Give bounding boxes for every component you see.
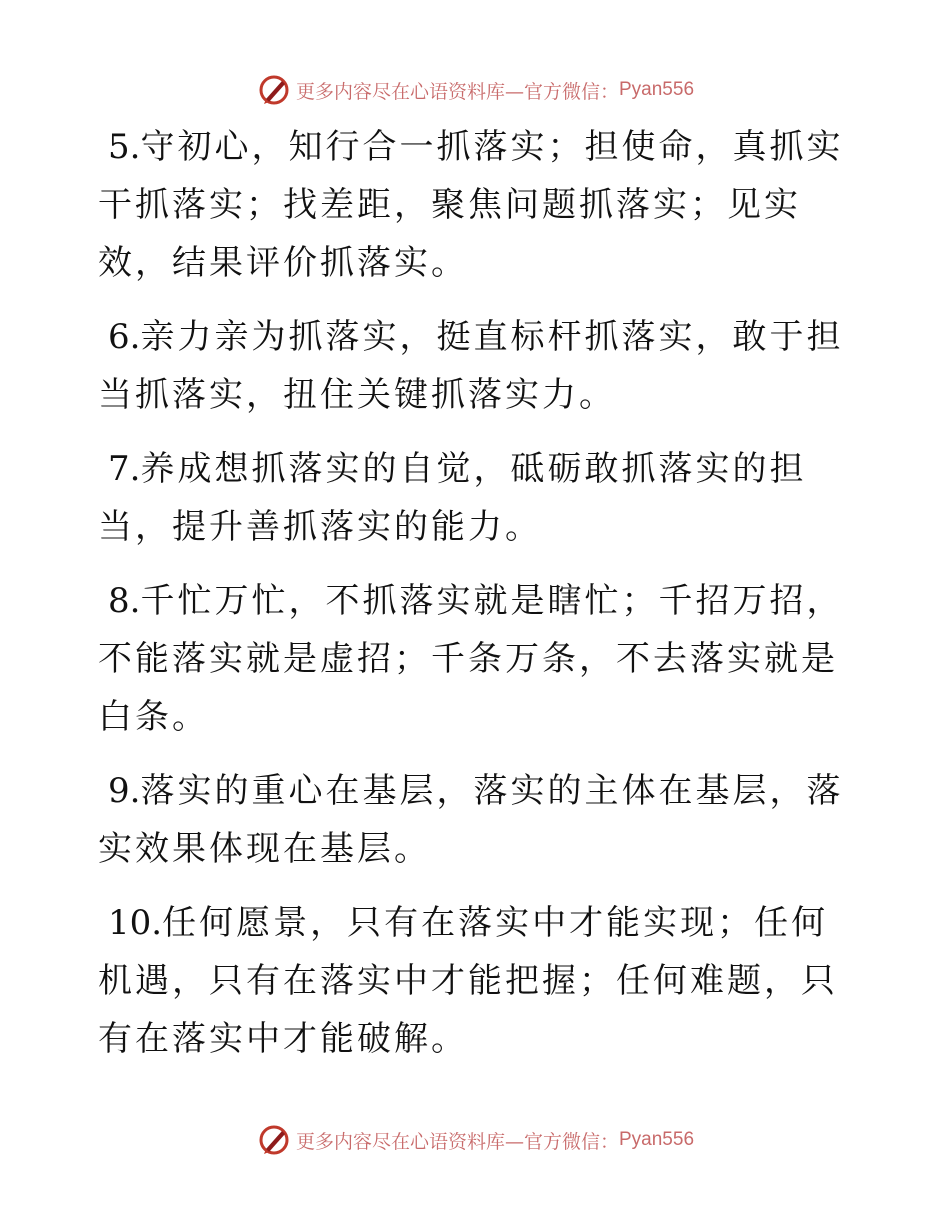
paragraph-9 — [98, 762, 858, 878]
paragraph-text: 任何愿景，只有在落实中才能实现；任何机遇，只有在落实中才能把握；任何难题，只有在落实中才能破解。 — [98, 903, 838, 1059]
watermark-footer — [0, 1120, 950, 1160]
watermark-id: Pyan556 — [619, 1129, 695, 1150]
paragraph-6 — [98, 308, 858, 424]
paragraph-5 — [98, 118, 858, 292]
paragraph-number: 6. — [108, 317, 141, 357]
watermark-id: Pyan556 — [619, 79, 695, 100]
paragraph-8 — [98, 572, 858, 746]
paragraph-text: 守初心，知行合一抓落实；担使命，真抓实干抓落实；找差距，聚焦问题抓落实；见实效，结果评价抓落实。 — [98, 127, 844, 283]
paragraph-10 — [98, 894, 858, 1068]
paragraph-number: 8. — [108, 581, 141, 621]
pen-logo-icon — [256, 72, 292, 108]
paragraph-7 — [98, 440, 858, 556]
pen-logo-icon — [256, 1122, 292, 1158]
paragraph-text: 亲力亲为抓落实，挺直标杆抓落实，敢于担当抓落实，扭住关键抓落实力。 — [98, 317, 844, 415]
paragraph-text: 落实的重心在基层，落实的主体在基层，落实效果体现在基层。 — [98, 771, 844, 869]
watermark-text: 更多内容尽在心语资料库—官方微信： — [295, 80, 619, 103]
paragraph-number: 7. — [108, 449, 141, 489]
paragraph-text: 千忙万忙，不抓落实就是瞎忙；千招万招，不能落实就是虚招；千条万条，不去落实就是白条。 — [98, 581, 844, 737]
paragraph-number: 9. — [108, 771, 141, 811]
watermark-text: 更多内容尽在心语资料库—官方微信： — [295, 1130, 619, 1153]
document-body — [98, 118, 858, 1068]
paragraph-number: 5. — [108, 127, 141, 167]
paragraph-number: 10. — [108, 903, 163, 943]
paragraph-text: 养成想抓落实的自觉，砥砺敢抓落实的担当，提升善抓落实的能力。 — [98, 449, 807, 547]
watermark-header — [0, 70, 950, 110]
